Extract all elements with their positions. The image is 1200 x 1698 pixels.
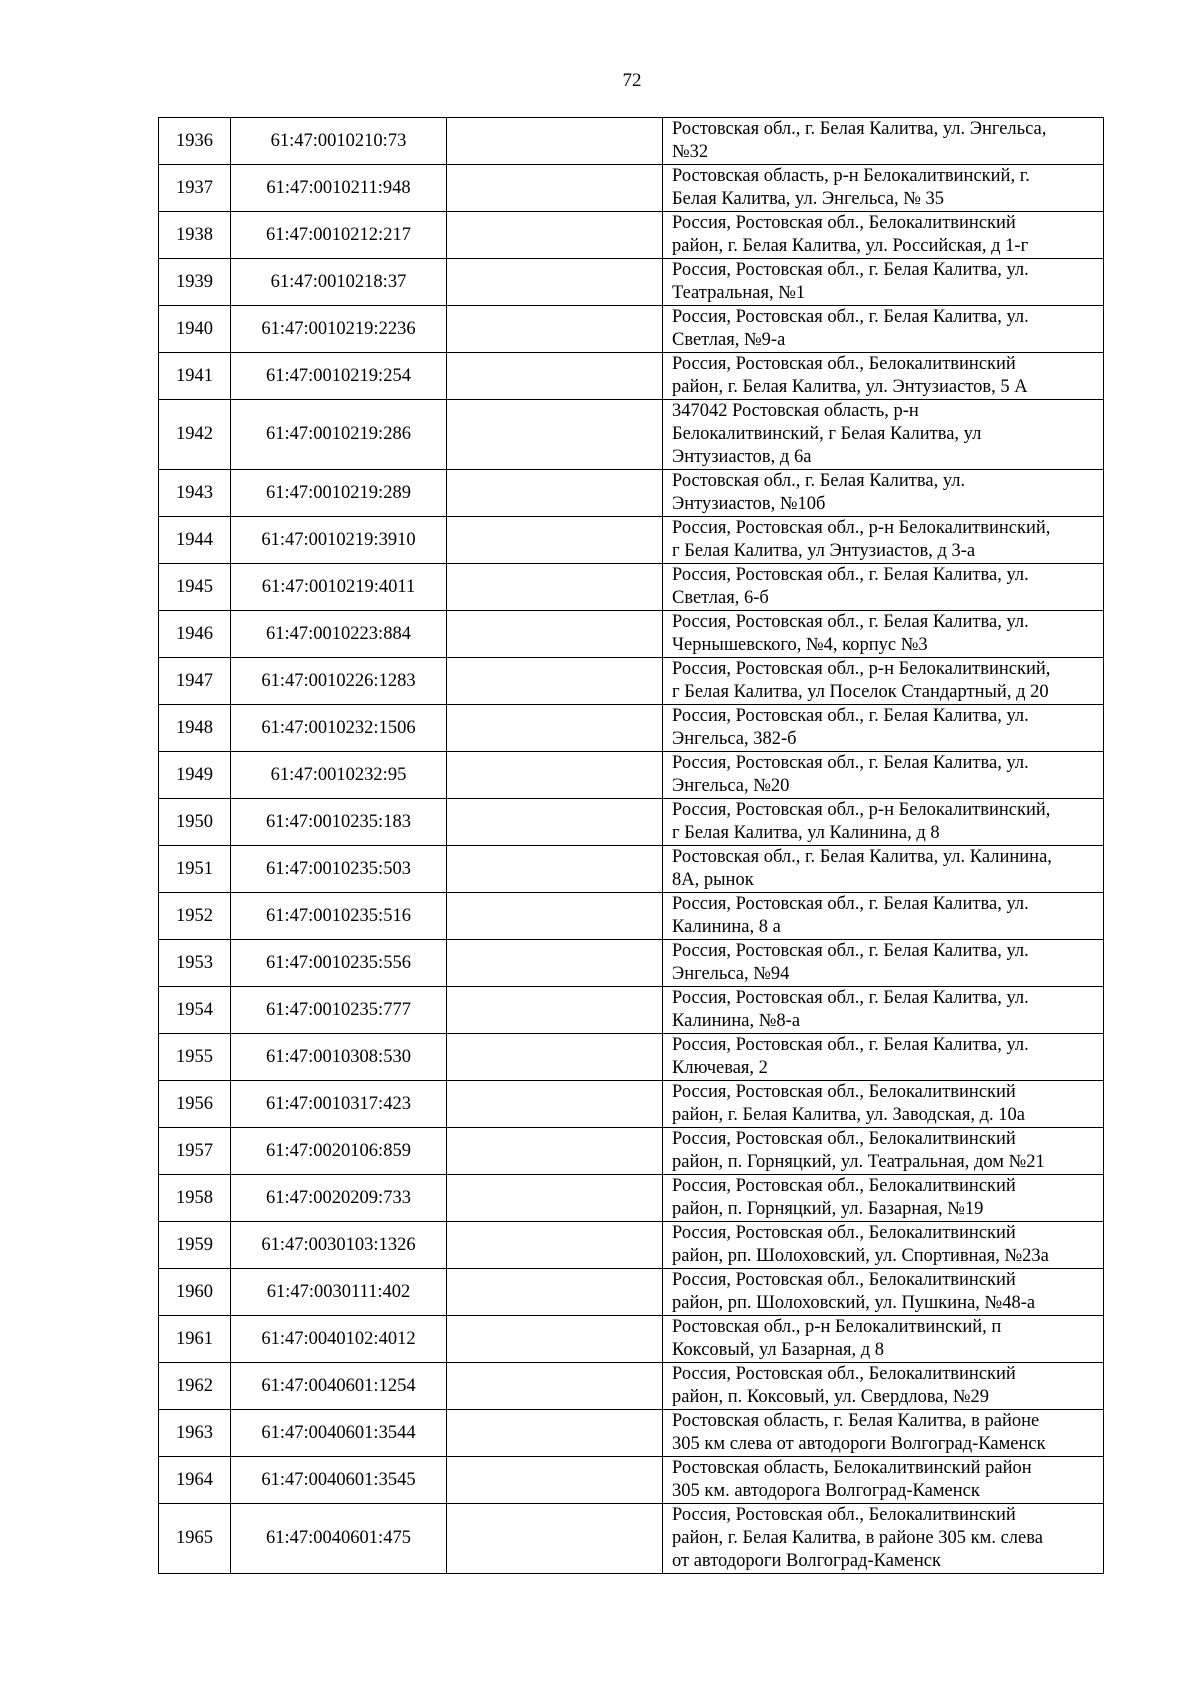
table-row [159,1175,1104,1222]
address-line: район, п. Горняцкий, ул. Театральная, дом №21 [672,1152,1045,1172]
table-row [159,165,1104,212]
cadastral-number: 61:47:0010235:777 [231,987,447,1034]
table-row [159,1269,1104,1316]
address-line: Россия, Ростовская обл., г. Белая Калитва, ул. [672,565,1029,585]
address-line: Россия, Ростовская обл., Белокалитвинский [672,1364,1016,1384]
address-line: Ростовская обл., г. Белая Калитва, ул. Калинина, [672,847,1052,867]
address-line: Россия, Ростовская обл., Белокалитвинский [672,1270,1016,1290]
address-line: Ростовская обл., р-н Белокалитвинский, п [672,1317,1002,1337]
cadastral-number: 61:47:0010235:503 [231,846,447,893]
table-row [159,1457,1104,1504]
address-line: район, г. Белая Калитва, ул. Заводская, д. 10а [672,1105,1025,1125]
row-number: 1942 [159,400,231,470]
registry-table [158,117,1104,1574]
table-row [159,1316,1104,1363]
cadastral-number: 61:47:0030103:1326 [231,1222,447,1269]
row-number: 1956 [159,1081,231,1128]
address-line: Светлая, 6-б [672,588,769,608]
cadastral-number: 61:47:0030111:402 [231,1269,447,1316]
address-line: Россия, Ростовская обл., Белокалитвинский [672,1223,1016,1243]
table-row [159,940,1104,987]
address-line: Энгельса, 382-б [672,729,797,749]
address-line: Чернышевского, №4, корпус №3 [672,635,928,655]
address-line: Энгельса, №94 [672,964,790,984]
table-row [159,658,1104,705]
registry-table-body [159,118,1104,1574]
table-row [159,1081,1104,1128]
address-line: Россия, Ростовская обл., Белокалитвинский [672,213,1016,233]
address-line: от автодороги Волгоград-Каменск [672,1551,941,1571]
address-line: Россия, Ростовская обл., Белокалитвинский [672,1505,1016,1525]
empty-cell [447,799,663,846]
table-row [159,1034,1104,1081]
address-line: Россия, Ростовская обл., р-н Белокалитвинский, [672,518,1051,538]
address-line: Россия, Ростовская обл., р-н Белокалитвинский, [672,659,1051,679]
table-row [159,1363,1104,1410]
cadastral-number: 61:47:0040601:1254 [231,1363,447,1410]
address-line: Россия, Ростовская обл., Белокалитвинский [672,1176,1016,1196]
table-row [159,1128,1104,1175]
address-cell [663,517,1104,564]
address-cell [663,1081,1104,1128]
address-cell [663,987,1104,1034]
address-line: район, п. Коксовый, ул. Свердлова, №29 [672,1387,989,1407]
address-line: г Белая Калитва, ул Энтузиастов, д 3-а [672,541,976,561]
table-row [159,470,1104,517]
cadastral-number: 61:47:0010219:286 [231,400,447,470]
address-line: Россия, Ростовская обл., г. Белая Калитва, ул. [672,753,1029,773]
address-cell [663,1034,1104,1081]
address-line: Россия, Ростовская обл., г. Белая Калитва, ул. [672,612,1029,632]
row-number: 1959 [159,1222,231,1269]
empty-cell [447,1034,663,1081]
empty-cell [447,1175,663,1222]
address-cell [663,470,1104,517]
cadastral-number: 61:47:0010223:884 [231,611,447,658]
address-line: Россия, Ростовская обл., г. Белая Калитва, ул. [672,941,1029,961]
empty-cell [447,1410,663,1457]
cadastral-number: 61:47:0040601:3545 [231,1457,447,1504]
empty-cell [447,400,663,470]
empty-cell [447,259,663,306]
row-number: 1954 [159,987,231,1034]
address-line: Энгельса, №20 [672,776,790,796]
address-line: Россия, Ростовская обл., г. Белая Калитва, ул. [672,307,1029,327]
address-cell [663,893,1104,940]
row-number: 1955 [159,1034,231,1081]
table-row [159,1410,1104,1457]
cadastral-number: 61:47:0010235:183 [231,799,447,846]
table-row [159,306,1104,353]
row-number: 1962 [159,1363,231,1410]
row-number: 1957 [159,1128,231,1175]
cadastral-number: 61:47:0010219:2236 [231,306,447,353]
row-number: 1965 [159,1504,231,1574]
address-cell [663,752,1104,799]
address-line: Россия, Ростовская обл., Белокалитвинский [672,354,1016,374]
row-number: 1949 [159,752,231,799]
address-line: Россия, Ростовская обл., р-н Белокалитвинский, [672,800,1051,820]
address-line: район, г. Белая Калитва, ул. Российская, д 1-г [672,236,1029,256]
empty-cell [447,846,663,893]
address-cell [663,564,1104,611]
empty-cell [447,353,663,400]
address-cell [663,1504,1104,1574]
empty-cell [447,940,663,987]
table-row [159,846,1104,893]
address-cell [663,212,1104,259]
address-line: №32 [672,142,709,162]
cadastral-number: 61:47:0040102:4012 [231,1316,447,1363]
row-number: 1947 [159,658,231,705]
row-number: 1950 [159,799,231,846]
cadastral-number: 61:47:0040601:475 [231,1504,447,1574]
address-line: Светлая, №9-а [672,330,786,350]
cadastral-number: 61:47:0010232:95 [231,752,447,799]
address-cell [663,799,1104,846]
address-line: Театральная, №1 [672,283,806,303]
row-number: 1941 [159,353,231,400]
empty-cell [447,658,663,705]
empty-cell [447,165,663,212]
cadastral-number: 61:47:0010235:556 [231,940,447,987]
empty-cell [447,752,663,799]
table-row [159,564,1104,611]
address-line: Ростовская область, Белокалитвинский район [672,1458,1032,1478]
empty-cell [447,306,663,353]
row-number: 1952 [159,893,231,940]
address-line: Россия, Ростовская обл., г. Белая Калитва, ул. [672,894,1029,914]
address-line: Ростовская область, г. Белая Калитва, в районе [672,1411,1040,1431]
cadastral-number: 61:47:0010219:289 [231,470,447,517]
address-cell [663,940,1104,987]
table-row [159,517,1104,564]
row-number: 1948 [159,705,231,752]
cadastral-number: 61:47:0010219:4011 [231,564,447,611]
address-line: Ростовская обл., г. Белая Калитва, ул. [672,471,966,491]
table-row [159,893,1104,940]
empty-cell [447,1363,663,1410]
table-row [159,705,1104,752]
cadastral-number: 61:47:0010317:423 [231,1081,447,1128]
address-line: Ключевая, 2 [672,1058,768,1078]
address-cell [663,1175,1104,1222]
empty-cell [447,564,663,611]
address-cell [663,353,1104,400]
cadastral-number: 61:47:0010232:1506 [231,705,447,752]
row-number: 1937 [159,165,231,212]
address-line: район, рп. Шолоховский, ул. Пушкина, №48-а [672,1293,1036,1313]
cadastral-number: 61:47:0020106:859 [231,1128,447,1175]
address-cell [663,1410,1104,1457]
address-line: Ростовская область, р-н Белокалитвинский, г. [672,166,1030,186]
empty-cell [447,1316,663,1363]
empty-cell [447,1222,663,1269]
address-line: 305 км. автодорога Волгоград-Каменск [672,1481,980,1501]
table-row [159,611,1104,658]
address-cell [663,705,1104,752]
empty-cell [447,470,663,517]
row-number: 1938 [159,212,231,259]
address-line: Калинина, №8-а [672,1011,801,1031]
address-cell [663,165,1104,212]
address-cell [663,1457,1104,1504]
cadastral-number: 61:47:0010308:530 [231,1034,447,1081]
address-cell [663,1222,1104,1269]
cadastral-number: 61:47:0010226:1283 [231,658,447,705]
row-number: 1945 [159,564,231,611]
address-line: Ростовская обл., г. Белая Калитва, ул. Энгельса, [672,119,1047,139]
empty-cell [447,705,663,752]
row-number: 1936 [159,118,231,165]
address-line: Энтузиастов, №10б [672,494,826,514]
address-cell [663,306,1104,353]
row-number: 1939 [159,259,231,306]
cadastral-number: 61:47:0010219:3910 [231,517,447,564]
address-cell [663,118,1104,165]
address-line: Россия, Ростовская обл., г. Белая Калитва, ул. [672,260,1029,280]
table-row [159,212,1104,259]
cadastral-number: 61:47:0040601:3544 [231,1410,447,1457]
row-number: 1940 [159,306,231,353]
empty-cell [447,1269,663,1316]
cadastral-number: 61:47:0010212:217 [231,212,447,259]
row-number: 1963 [159,1410,231,1457]
row-number: 1958 [159,1175,231,1222]
empty-cell [447,611,663,658]
address-line: 305 км слева от автодороги Волгоград-Каменск [672,1434,1046,1454]
cadastral-number: 61:47:0020209:733 [231,1175,447,1222]
table-row [159,259,1104,306]
empty-cell [447,118,663,165]
row-number: 1960 [159,1269,231,1316]
cadastral-number: 61:47:0010211:948 [231,165,447,212]
table-row [159,1222,1104,1269]
address-line: район, рп. Шолоховский, ул. Спортивная, №23а [672,1246,1049,1266]
address-line: район, г. Белая Калитва, в районе 305 км. слева [672,1528,1043,1548]
empty-cell [447,987,663,1034]
address-cell [663,611,1104,658]
empty-cell [447,893,663,940]
address-line: Россия, Ростовская обл., Белокалитвинский [672,1129,1016,1149]
address-line: Россия, Ростовская обл., г. Белая Калитва, ул. [672,706,1029,726]
address-line: район, г. Белая Калитва, ул. Энтузиастов, 5 А [672,377,1028,397]
row-number: 1951 [159,846,231,893]
empty-cell [447,1081,663,1128]
address-cell [663,400,1104,470]
address-line: Коксовый, ул Базарная, д 8 [672,1340,885,1360]
table-row [159,799,1104,846]
address-cell [663,846,1104,893]
address-line: район, п. Горняцкий, ул. Базарная, №19 [672,1199,984,1219]
empty-cell [447,1128,663,1175]
empty-cell [447,1457,663,1504]
cadastral-number: 61:47:0010219:254 [231,353,447,400]
address-line: Энтузиастов, д 6а [672,447,812,467]
address-line: Калинина, 8 а [672,917,781,937]
address-cell [663,658,1104,705]
address-line: Белая Калитва, ул. Энгельса, № 35 [672,189,944,209]
row-number: 1943 [159,470,231,517]
address-line: Белокалитвинский, г Белая Калитва, ул [672,424,982,444]
table-row [159,118,1104,165]
page-number: 72 [622,70,642,91]
address-line: Россия, Ростовская обл., г. Белая Калитва, ул. [672,988,1029,1008]
address-cell [663,1363,1104,1410]
empty-cell [447,1504,663,1574]
address-line: Россия, Ростовская обл., г. Белая Калитва, ул. [672,1035,1029,1055]
row-number: 1953 [159,940,231,987]
table-row [159,987,1104,1034]
row-number: 1961 [159,1316,231,1363]
address-cell [663,1128,1104,1175]
cadastral-number: 61:47:0010218:37 [231,259,447,306]
address-line: г Белая Калитва, ул Поселок Стандартный, д 20 [672,682,1049,702]
empty-cell [447,212,663,259]
address-cell [663,1269,1104,1316]
table-row [159,400,1104,470]
address-line: г Белая Калитва, ул Калинина, д 8 [672,823,940,843]
table-row [159,353,1104,400]
cadastral-number: 61:47:0010235:516 [231,893,447,940]
row-number: 1946 [159,611,231,658]
address-cell [663,1316,1104,1363]
table-row [159,752,1104,799]
cadastral-number: 61:47:0010210:73 [231,118,447,165]
row-number: 1944 [159,517,231,564]
row-number: 1964 [159,1457,231,1504]
empty-cell [447,517,663,564]
address-line: 8А, рынок [672,870,754,890]
address-cell [663,259,1104,306]
table-row [159,1504,1104,1574]
address-line: Россия, Ростовская обл., Белокалитвинский [672,1082,1016,1102]
address-line: 347042 Ростовская область, р-н [672,401,919,421]
